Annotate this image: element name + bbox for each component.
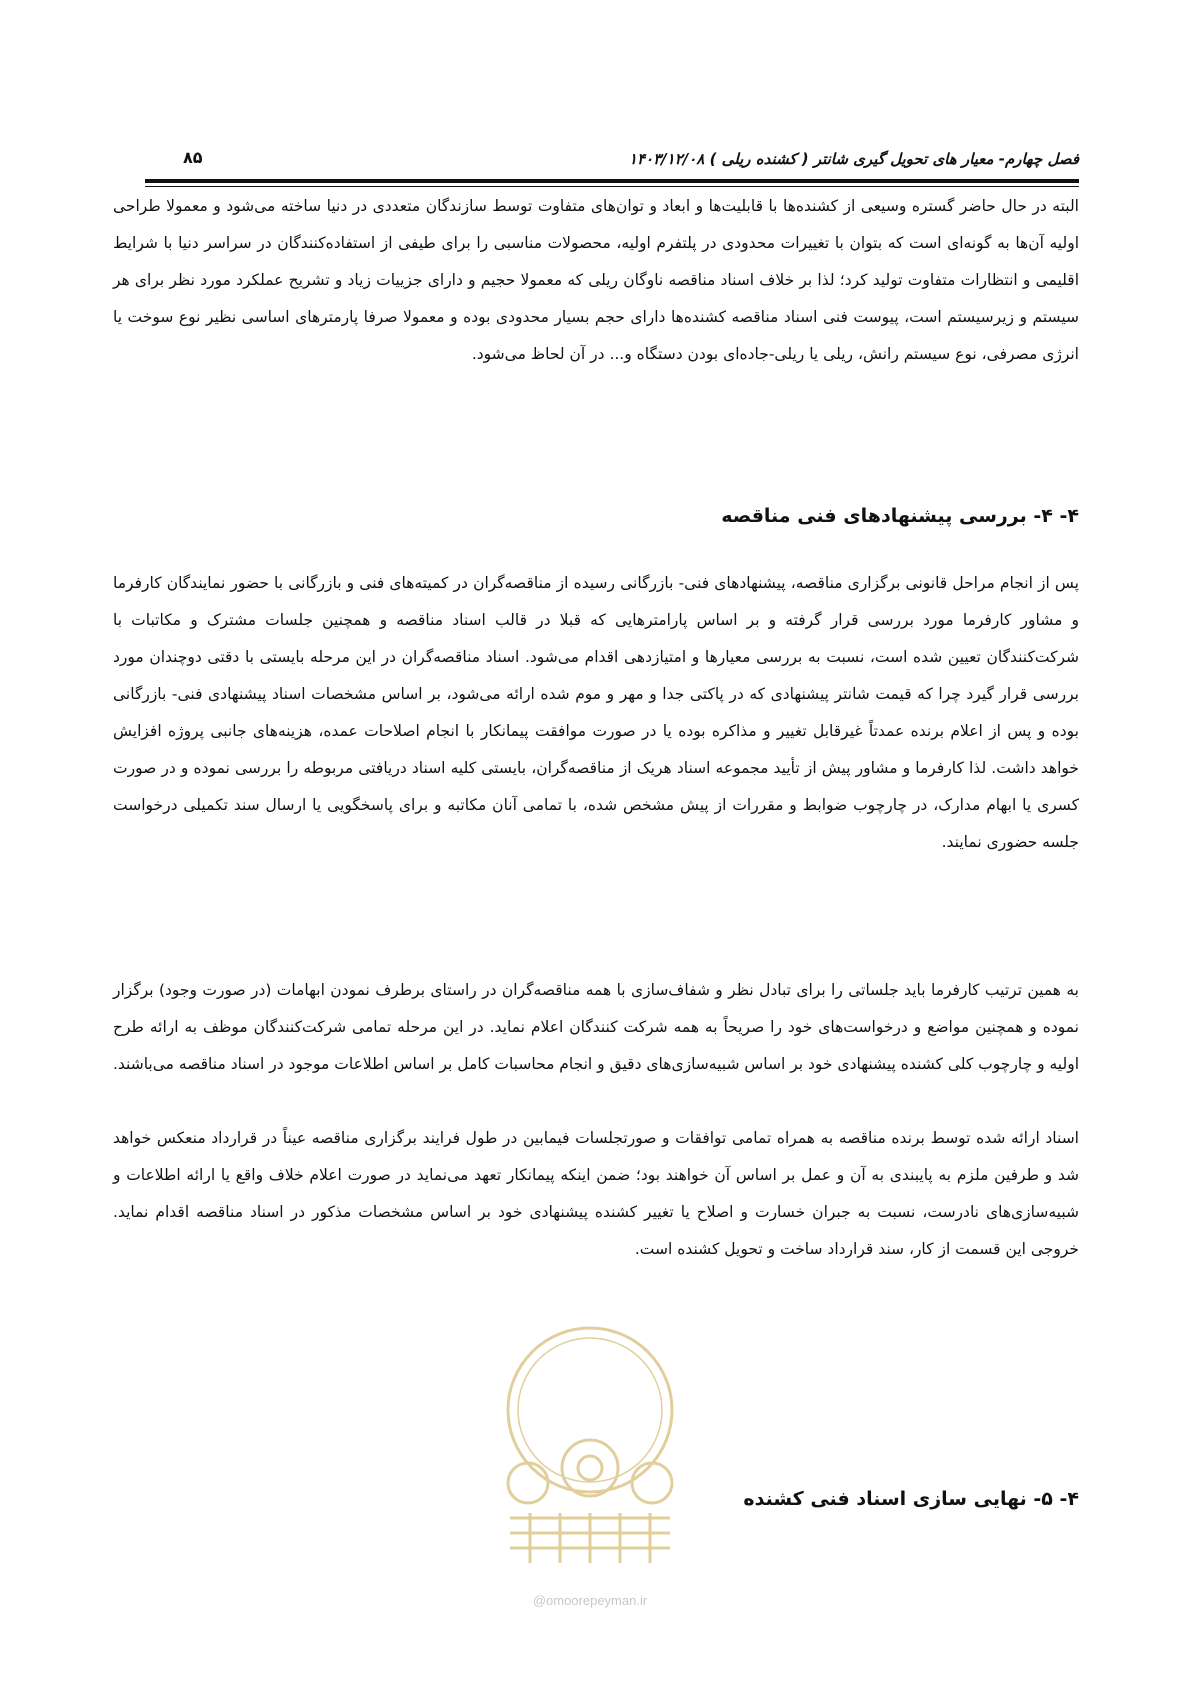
section-4-4-paragraph-3: اسناد ارائه شده توسط برنده مناقصه به همراه تمامی توافقات و صورتجلسات فیمابین در طول فرایند برگزاری مناقصه عیناً در قرارداد منعکس خواهد شد و طرفین ملزم به پایبندی به آن و عمل بر اساس آن خواهند بود؛ ضمن اینکه پیمانکار تعهد می‌نماید در صورت اعلام خلاف واقع یا ارائه اطلاعات و شبیه‌سازی‌های نادرست، نسبت به جبران خسارت و اصلاح یا تغییر کشنده پیشنهادی خود بر اساس مشخصات مذکور در اسناد مناقصه اقدام نماید. خروجی این قسمت از کار، سند قرارداد ساخت و تحویل کشنده است. bbox=[113, 1129, 1079, 1258]
page-number: ۸۵ bbox=[183, 148, 203, 167]
watermark-url: @omoorepeyman.ir bbox=[532, 1593, 648, 1608]
watermark-seal-icon bbox=[470, 1318, 710, 1578]
section-heading-4-5: ۴- ۵- نهایی سازی اسناد فنی کشنده bbox=[743, 1488, 1079, 1510]
intro-paragraph: البته در حال حاضر گستره وسیعی از کشنده‌ها با قابلیت‌ها و ابعاد و توان‌های متفاوت توسط سازندگان متعددی در دنیا ساخته می‌شود و معمولا طراحی اولیه آن‌ها به گونه‌ای است که بتوان با تغییرات محدودی در پلتفرم اولیه، محصولات مناسبی را برای طیفی از استفاده‌کنندگان در سراسر دنیا با شرایط اقلیمی و انتظارات متفاوت تولید کرد؛ لذا بر خلاف اسناد مناقصه ناوگان ریلی که معمولا حجیم و دارای جزییات زیاد و تشریح عملکرد مورد نظر برای هر سیستم و زیرسیستم است، پیوست فنی اسناد مناقصه کشنده‌ها دارای حجم بسیار محدودی بوده و معمولا صرفا پارمترهای اساسی نظیر نوع سوخت یا انرژی مصرفی، نوع سیستم رانش، ریلی یا ریلی-جاده‌ای بودن دستگاه و... در آن لحاظ می‌شود. bbox=[113, 197, 1079, 363]
section-4-4-paragraph-1: پس از انجام مراحل قانونی برگزاری مناقصه، پیشنهادهای فنی- بازرگانی رسیده از مناقصه‌گران در کمیته‌های فنی و بازرگانی با حضور نمایندگان کارفرما و مشاور کارفرما مورد بررسی قرار گرفته و بر اساس پارامترهایی که قبلا در قالب اسناد مناقصه و همچنین جلسات مشترک و مکاتبات با شرکت‌کنندگان تعیین شده است، نسبت به بررسی معیارها و امتیازدهی اقدام می‌شود. اسناد مناقصه‌گران در این مرحله بایستی با دقتی دوچندان مورد بررسی قرار گیرد چرا که قیمت شانتر پیشنهادی که در پاکتی جدا و مهر و موم شده ارائه می‌شود، بر اساس مشخصات اسناد پیشنهادی فنی- بازرگانی بوده و پس از اعلام برنده عمدتاً غیرقابل تغییر و مذاکره بوده یا در صورت موافقت پیمانکار با انجام اصلاحات عمده، هزینه‌های جانبی پروژه افزایش خواهد داشت. لذا کارفرما و مشاور پیش از تأیید مجموعه اسناد هریک از مناقصه‌گران، بایستی کلیه اسناد دریافتی مربوطه را بررسی نموده و در صورت کسری یا ابهام مدارک، در چارچوب ضوابط و مقررات از پیش مشخص شده، با تمامی آنان مکاتبه و برای پاسخگویی یا ارسال سند تکمیلی درخواست جلسه حضوری نمایند. bbox=[113, 574, 1079, 851]
header-rule-thick bbox=[145, 179, 1079, 183]
header-rule-thin bbox=[145, 186, 1079, 187]
header-title: فصل چهارم- معیار های تحویل گیری شانتر ( کشنده ریلی ) ۱۴۰۳/۱۲/۰۸ bbox=[628, 150, 1079, 168]
page-header bbox=[145, 146, 1079, 176]
section-4-4-paragraph-2: به همین ترتیب کارفرما باید جلساتی را برای تبادل نظر و شفاف‌سازی با همه مناقصه‌گران در راستای برطرف نمودن ابهامات (در صورت وجود) برگزار نموده و همچنین مواضع و درخواست‌های خود را صریحاً به همه شرکت کنندگان اعلام نماید. در این مرحله تمامی شرکت‌کنندگان موظف به ارائه طرح اولیه و چارچوب کلی کشنده پیشنهادی خود بر اساس شبیه‌سازی‌های دقیق و انجام محاسبات کامل بر اساس اطلاعات موجود در اسناد مناقصه می‌باشند. bbox=[112, 981, 1079, 1073]
section-heading-4-4: ۴- ۴- بررسی پیشنهادهای فنی مناقصه bbox=[721, 505, 1079, 527]
watermark bbox=[470, 1318, 710, 1608]
